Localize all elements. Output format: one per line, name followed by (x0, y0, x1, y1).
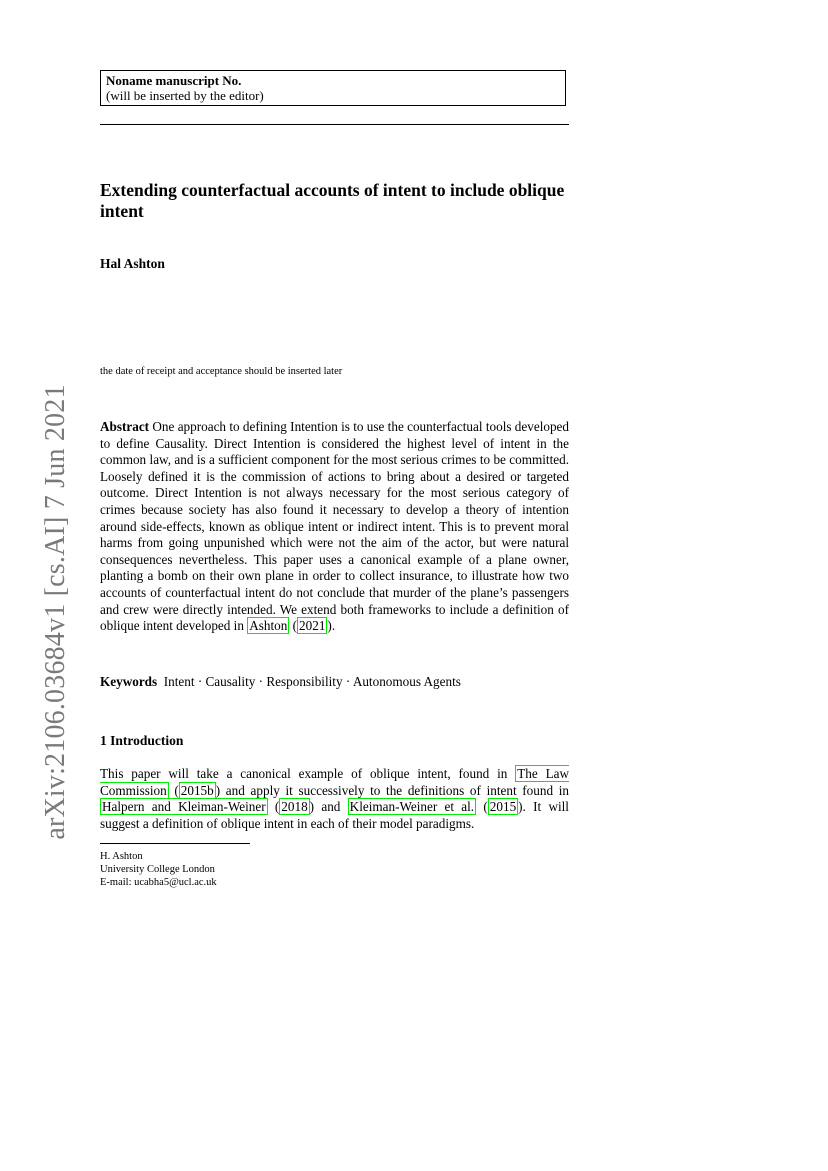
citation-link-halpern[interactable]: Halpern and Kleiman-Weiner (102, 799, 266, 815)
citation-link-ashton[interactable]: Ashton (249, 618, 288, 634)
keywords: Keywords Intent · Causality · Responsibility · Autonomous Agents (100, 674, 461, 689)
header-rule (100, 124, 569, 125)
received-note: the date of receipt and acceptance should be inserted later (100, 366, 343, 377)
citation-link-halpern-year[interactable]: 2018 (281, 799, 308, 815)
abstract-label: Abstract (100, 419, 150, 434)
intro-text: This paper will take a canonical example of oblique intent, found in (100, 766, 508, 781)
manuscript-box (100, 70, 566, 106)
footnote-affiliation: University College London (100, 864, 215, 875)
citation-link-law-commission[interactable]: The Law Commission (100, 766, 570, 798)
citation-link-law-commission-year[interactable]: 2015b (180, 782, 214, 798)
abstract-end: ). (327, 618, 336, 634)
footnote-name: H. Ashton (100, 851, 143, 862)
abstract-text: One approach to defining Intention is to use the counterfactual tools developed to define Causality. Direct Intention is considered the highest level of intent in the common law, and is a sufficient component for the most serious crimes to be committed. Loosely defined it is the commission of actions to bring about a desired or targeted outcome. Direct Intention is not always necessary for the most serious category of crimes because society has also found it necessary to develop a theory of intention around side-effects, known as oblique intent or indirect intent. This is to prevent moral harms from going unpunished which were not the aim of the actor, but were natural consequences nevertheless. This paper uses a canonical example of a plane owner, planting a bomb on their own plane in order to collect insurance, to illustrate how two accounts of counterfactual intent do not conclude that murder of the plane’s passengers and crew were directly intended. We extend both frameworks to include a definition of oblique intent developed in (100, 419, 569, 634)
citation-link-ashton-year[interactable]: 2021 (299, 618, 326, 634)
intro-text: ). It will suggest a definition of oblique intent in each of their model paradigms. (100, 799, 569, 831)
keyword-item: Responsibility (266, 674, 343, 689)
arxiv-stamp: arXiv:2106.03684v1 [cs.AI] 7 Jun 2021 (40, 384, 71, 840)
footnote-rule (100, 843, 250, 844)
introduction-paragraph: This paper will take a canonical example of oblique intent, found in The Law Commission ( 2015b ) and apply it successively to the definitions of intent found in Halpern and Kleiman-Weiner ( 2018 ) and Kleiman-Weiner et al. ( 2015 ). It will suggest a definition of oblique intent in each of their model paradigms. (100, 766, 570, 831)
citation-link-kleiman-weiner-year[interactable]: 2015 (489, 799, 517, 815)
keywords-label: Keywords (100, 674, 158, 689)
intro-text: ) and apply it successively to the definitions of intent found in (215, 782, 569, 798)
abstract: Abstract One approach to defining Intention is to use the counterfactual tools developed to define Causality. Direct Intention is considered the highest level of intent in the common law, and is a sufficient component for the most serious crimes to be committed. Loosely defined it is the commission of actions to bring about a desired or targeted outcome. Direct Intention is not always necessary for the most serious category of crimes because society has also found it necessary to develop a theory of intention around side-effects, known as oblique intent or indirect intent. This is to prevent moral harms from going unpunished which were not the aim of the actor, but were natural consequences nevertheless. This paper uses a canonical example of a plane owner, planting a bomb on their own plane in order to collect insurance, to illustrate how two accounts of counterfactual intent do not conclude that murder of the plane’s passengers and crew were directly intended. We extend both frameworks to include a definition of oblique intent developed in Ashton ( 2021 ). (100, 419, 569, 634)
manuscript-note: (will be inserted by the editor) (106, 88, 264, 103)
keyword-item: Causality (205, 674, 256, 689)
author-name: Hal Ashton (100, 256, 165, 271)
manuscript-label: Noname manuscript No. (106, 73, 242, 88)
keyword-item: Autonomous Agents (352, 674, 461, 689)
intro-text: ) and (309, 799, 341, 815)
keyword-item: Intent (163, 674, 195, 689)
section-heading-introduction: 1 Introduction (100, 733, 184, 748)
paper-title: Extending counterfactual accounts of intent to include oblique intent (100, 180, 565, 221)
citation-link-kleiman-weiner[interactable]: Kleiman-Weiner et al. (349, 799, 475, 815)
footnote-email: E-mail: ucabha5@ucl.ac.uk (100, 877, 217, 888)
author-footnote (100, 850, 217, 889)
